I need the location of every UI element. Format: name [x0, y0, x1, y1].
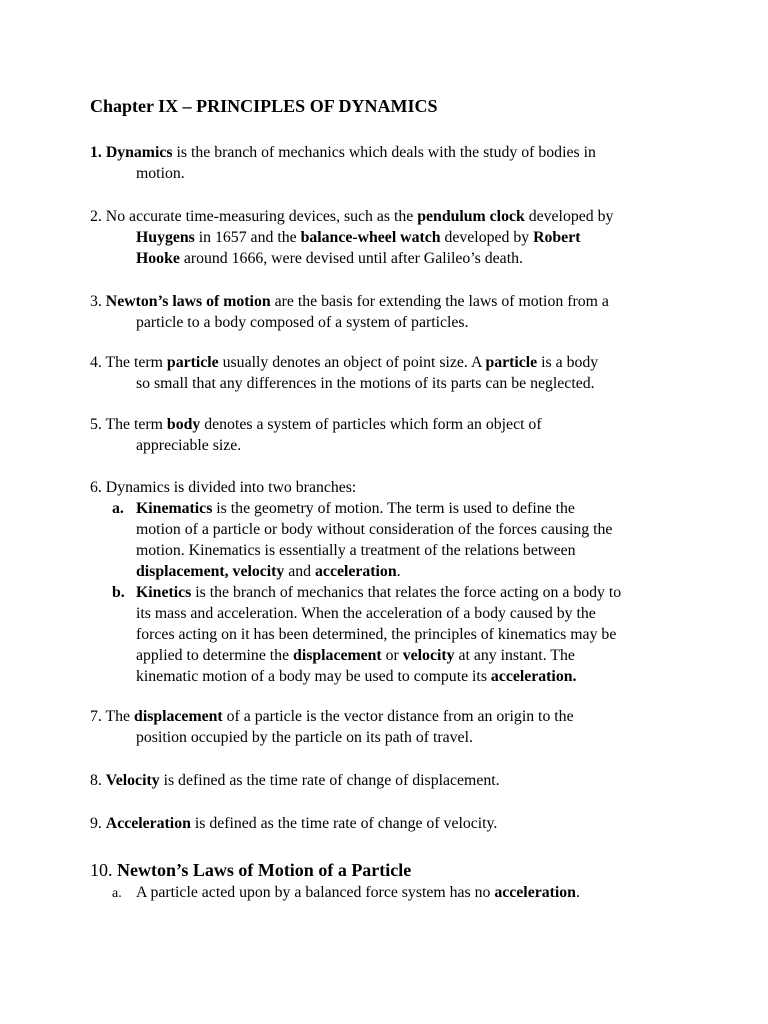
paragraph-2: 2. No accurate time-measuring devices, such as the pendulum clock developed by Huygens in 1657 and the balance-wheel watch developed by Robert Hooke around 1666, were devised until after Galileo’s death.	[90, 208, 614, 267]
section-10-heading: 10. Newton’s Laws of Motion of a Particle	[90, 860, 412, 880]
paragraph-5: 5. The term body denotes a system of particles which form an object of appreciable size.	[90, 416, 542, 454]
paragraph-6: 6. Dynamics is divided into two branches:	[90, 479, 357, 496]
paragraph-10a: a. A particle acted upon by a balanced force system has no acceleration.	[112, 884, 580, 901]
paragraph-8: 8. Velocity is defined as the time rate of change of displacement.	[90, 772, 500, 789]
chapter-title: Chapter IX – PRINCIPLES OF DYNAMICS	[90, 96, 438, 116]
paragraph-7: 7. The displacement of a particle is the vector distance from an origin to the position occupied by the particle on its path of travel.	[90, 708, 574, 746]
paragraph-4: 4. The term particle usually denotes an object of point size. A particle is a body so small that any differences in the motions of its parts can be neglected.	[90, 354, 599, 392]
paragraph-6b: b. Kinetics is the branch of mechanics that relates the force acting on a body to its mass and acceleration. When the acceleration of a body caused by the forces acting on it has been determined, the principles of kinematics may be applied to determine the displacement or velocity at any instant. The kinematic motion of a body may be used to compute its acceleration.	[112, 584, 622, 685]
paragraph-1: 1. Dynamics is the branch of mechanics which deals with the study of bodies in motion.	[90, 144, 596, 182]
paragraph-3: 3. Newton’s laws of motion are the basis for extending the laws of motion from a particle to a body composed of a system of particles.	[90, 293, 609, 331]
paragraph-9: 9. Acceleration is defined as the time rate of change of velocity.	[90, 815, 498, 832]
paragraph-6a: a. Kinematics is the geometry of motion. The term is used to define the motion of a particle or body without consideration of the forces causing the motion. Kinematics is essentially a treatment of the relations between displacement, velocity and acceleration.	[112, 500, 613, 580]
